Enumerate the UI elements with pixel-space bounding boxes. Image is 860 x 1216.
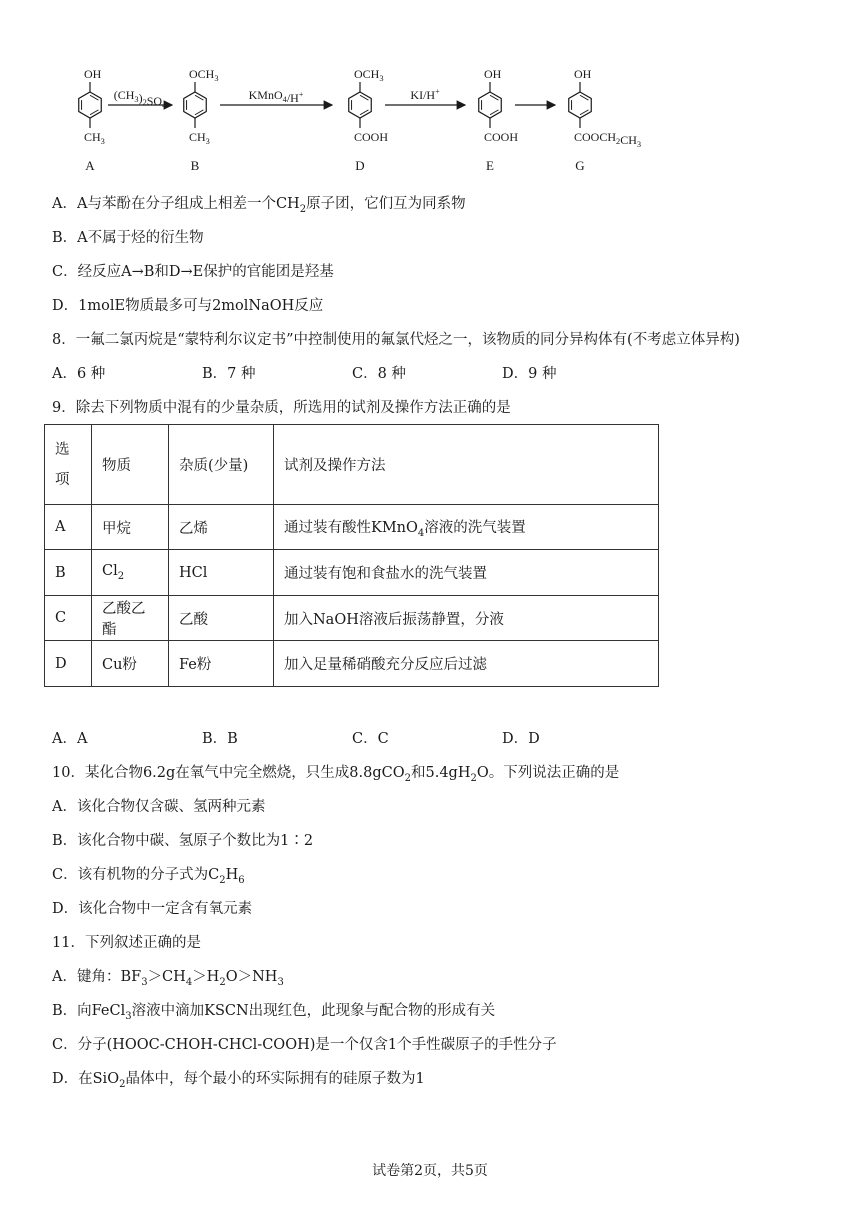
table-row	[45, 505, 659, 550]
benzene-ring	[184, 92, 207, 118]
q8-choice-b: B．7 种	[202, 366, 256, 382]
cell-substance: 甲烷	[92, 505, 169, 550]
q10-stem: 10．某化合物6.2g在氧气中完全燃烧，只生成8.8gCO$_2$和$5.4gH_2O$。下列说法正确的是	[52, 765, 620, 784]
q9-choice-a: A．A	[52, 731, 88, 747]
cell-impurity: 乙酸	[169, 596, 274, 641]
cell-method: 加入足量稀硝酸充分反应后过滤	[274, 641, 659, 687]
q8-choice-a: A．6 种	[52, 366, 106, 382]
compound-label: E	[486, 158, 494, 173]
cell-method: 通过装有饱和食盐水的洗气装置	[274, 550, 659, 596]
benzene-ring	[79, 92, 102, 118]
cell-substance: $Cl_2$	[92, 550, 169, 596]
table-row	[45, 641, 659, 687]
cell-impurity: HCl	[169, 550, 274, 596]
q11-stem: 11．下列叙述正确的是	[52, 935, 201, 951]
q11-option-b: B．向FeCl$_3$溶液中滴加KSCN出现红色，此现象与配合物的形成有关	[52, 1003, 496, 1022]
reagent-label: KMnO$_4$/H+	[248, 88, 304, 105]
cell-option: D	[45, 641, 92, 687]
header-substance: 物质	[92, 425, 169, 505]
top-substituent: OH	[484, 67, 502, 81]
q9-stem: 9．除去下列物质中混有的少量杂质，所选用的试剂及操作方法正确的是	[52, 400, 511, 416]
benzene-ring	[569, 92, 592, 118]
cell-option: B	[45, 550, 92, 596]
q11-option-a: A．键角：$BF_3>CH_4>H_2O>NH_3$	[52, 969, 284, 988]
header-impurity: 杂质(少量)	[169, 425, 274, 505]
q11-option-d: D．在SiO$_2$晶体中，每个最小的环实际拥有的硅原子数为1	[52, 1071, 425, 1090]
q9-choice-c: C．C	[352, 731, 389, 747]
cell-option: A	[45, 505, 92, 550]
top-substituent: OH	[84, 67, 102, 81]
cell-method: 加入NaOH溶液后振荡静置，分液	[274, 596, 659, 641]
q9-choice-b: B．B	[202, 731, 238, 747]
q10-option-c: C．该有机物的分子式为$C_2H_6$	[52, 867, 245, 886]
table-row	[45, 550, 659, 596]
page-footer: 试卷第2页，共5页	[372, 1163, 488, 1179]
bottom-substituent: $COOCH_2CH_3$	[574, 130, 642, 149]
top-substituent: OH	[574, 67, 592, 81]
bottom-substituent: $CH_3$	[189, 130, 210, 146]
q8-choice-c: C．8 种	[352, 366, 406, 382]
q8-choice-d: D．9 种	[502, 366, 557, 382]
benzene-ring	[479, 92, 502, 118]
q7-option-d: D．1molE物质最多可与2molNaOH反应	[52, 298, 324, 314]
table-row	[45, 596, 659, 641]
compound-b	[184, 67, 219, 173]
bottom-substituent: COOH	[354, 130, 389, 144]
q7-option-b: B．A不属于烃的衍生物	[52, 230, 204, 246]
compound-label: A	[85, 158, 95, 173]
compound-d	[349, 67, 389, 173]
cell-substance: Cu粉	[92, 641, 169, 687]
compound-g	[569, 67, 641, 173]
header-method: 试剂及操作方法	[274, 425, 659, 505]
benzene-ring	[349, 92, 372, 118]
q11-option-c: C．分子(HOOC-CHOH-CHCl-COOH)是一个仅含1个手性碳原子的手性分子	[52, 1037, 557, 1053]
compound-a	[79, 67, 105, 173]
compound-label: B	[190, 158, 200, 173]
reaction-scheme	[60, 55, 680, 185]
cell-impurity: 乙烯	[169, 505, 274, 550]
top-substituent: $OCH_3$	[189, 67, 219, 83]
q10-option-d: D．该化合物中一定含有氧元素	[52, 901, 253, 917]
cell-impurity: Fe粉	[169, 641, 274, 687]
header-option: 选 项	[45, 425, 92, 505]
top-substituent: $OCH_3$	[354, 67, 384, 83]
compound-label: D	[355, 158, 365, 173]
bottom-substituent: $CH_3$	[84, 130, 105, 146]
q10-option-a: A．该化合物仅含碳、氢两种元素	[52, 799, 266, 815]
q10-option-b: B．该化合物中碳、氢原子个数比为1∶2	[52, 833, 314, 849]
compound-e	[479, 67, 519, 173]
cell-method: 通过装有酸性KMnO$_4$溶液的洗气装置	[274, 505, 659, 550]
bottom-substituent: COOH	[484, 130, 519, 144]
q7-option-a: A．A与苯酚在分子组成上相差一个$CH_2$原子团，它们互为同系物	[52, 196, 466, 215]
q9-choice-d: D．D	[502, 731, 540, 747]
q8-stem: 8．一氟二氯丙烷是“蒙特利尔议定书”中控制使用的氟氯代烃之一，该物质的同分异构体有(不考虑立体异构)	[52, 332, 740, 348]
table-header-row	[45, 425, 659, 505]
q7-option-c: C．经反应A→B和D→E保护的官能团是羟基	[52, 264, 334, 280]
reagent-label: KI/H+	[410, 87, 440, 102]
cell-substance: 乙酸乙酯	[92, 596, 169, 641]
compound-label: G	[575, 158, 585, 173]
cell-option: C	[45, 596, 92, 641]
reagent-label: $(CH_3)_2SO_4$	[113, 88, 167, 110]
q9-table	[44, 424, 659, 687]
